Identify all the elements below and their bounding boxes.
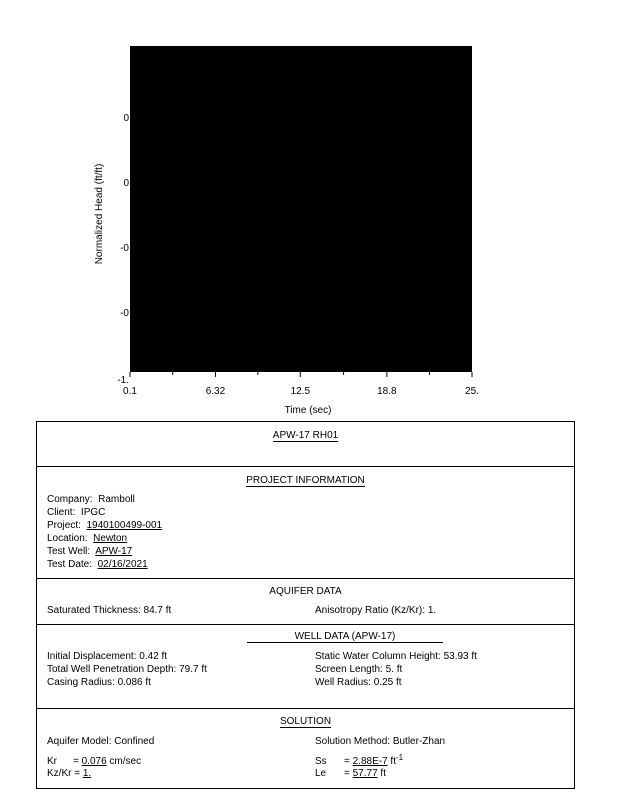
y-tick-label: 0 bbox=[123, 178, 129, 189]
well-radius: Well Radius: 0.25 ft bbox=[315, 677, 402, 688]
company-label: Company: bbox=[47, 494, 93, 505]
project-value: 1940100499-001 bbox=[86, 520, 163, 531]
kr-label: Kr bbox=[47, 756, 57, 767]
well-section bbox=[37, 625, 574, 709]
ss-value: 2.88E-7 bbox=[352, 756, 388, 767]
x-tick-label: 6.32 bbox=[205, 386, 226, 397]
x-tick-label: 25. bbox=[465, 386, 479, 397]
ss-equals: = bbox=[344, 756, 353, 767]
le-unit: ft bbox=[377, 768, 386, 779]
title-section bbox=[37, 422, 574, 467]
y-tick-label: -0 bbox=[120, 308, 129, 319]
plot-area bbox=[130, 46, 472, 372]
aquifer-model: Aquifer Model: Confined bbox=[47, 736, 155, 747]
client-label: Client: bbox=[47, 507, 76, 518]
x-tick-label: 0.1 bbox=[123, 386, 137, 397]
x-tick-label: 18.8 bbox=[377, 386, 397, 397]
aquifer-section bbox=[37, 579, 574, 625]
y-tick-label: -1. bbox=[117, 375, 129, 386]
le-value: 57.77 bbox=[352, 768, 378, 779]
initial-displacement: Initial Displacement: 0.42 ft bbox=[47, 651, 168, 662]
kr-value: 0.076 bbox=[81, 756, 107, 767]
le-label: Le bbox=[315, 768, 327, 779]
kzkr-label: Kz/Kr = bbox=[47, 768, 83, 779]
y-tick-label: 0 bbox=[123, 113, 129, 124]
location-label: Location: bbox=[47, 533, 88, 544]
kzkr-value: 1. bbox=[82, 768, 92, 779]
project-label: Project: bbox=[47, 520, 81, 531]
report-title: APW-17 RH01 bbox=[272, 430, 339, 441]
aquifer-header: AQUIFER DATA bbox=[269, 586, 342, 597]
x-axis-label: Time (sec) bbox=[284, 405, 332, 416]
static-water-column: Static Water Column Height: 53.93 ft bbox=[315, 651, 477, 662]
ss-unit: ft bbox=[387, 756, 396, 767]
ss-exponent: -1 bbox=[396, 753, 404, 762]
kr-equals: = bbox=[73, 756, 82, 767]
screen-length: Screen Length: 5. ft bbox=[315, 664, 403, 675]
test-well-label: Test Well: bbox=[47, 546, 91, 557]
y-tick-label: -0 bbox=[120, 243, 129, 254]
report-panel bbox=[36, 421, 575, 789]
x-tick-label: 12.5 bbox=[290, 386, 311, 397]
client-value: IPGC bbox=[80, 507, 106, 518]
solution-header: SOLUTION bbox=[279, 716, 332, 727]
kr-unit: cm/sec bbox=[106, 756, 142, 767]
penetration-depth: Total Well Penetration Depth: 79.7 ft bbox=[47, 664, 207, 675]
project-section bbox=[37, 467, 574, 579]
well-header: WELL DATA (APW-17) bbox=[247, 631, 443, 643]
test-date-label: Test Date: bbox=[47, 559, 93, 570]
y-axis-label: Normalized Head (ft/ft) bbox=[94, 163, 105, 265]
anisotropy-ratio: Anisotropy Ratio (Kz/Kr): 1. bbox=[315, 605, 437, 616]
location-value: Newton bbox=[93, 533, 128, 544]
company-value: Ramboll bbox=[98, 494, 135, 505]
solution-method: Solution Method: Butler-Zhan bbox=[315, 736, 446, 747]
project-header: PROJECT INFORMATION bbox=[246, 475, 365, 486]
saturated-thickness: Saturated Thickness: 84.7 ft bbox=[47, 605, 172, 616]
ss-label: Ss bbox=[315, 756, 327, 767]
solution-section bbox=[37, 709, 574, 790]
test-well-value: APW-17 bbox=[95, 546, 133, 557]
test-date-value: 02/16/2021 bbox=[97, 559, 148, 570]
casing-radius: Casing Radius: 0.086 ft bbox=[47, 677, 151, 688]
le-equals: = bbox=[344, 768, 353, 779]
